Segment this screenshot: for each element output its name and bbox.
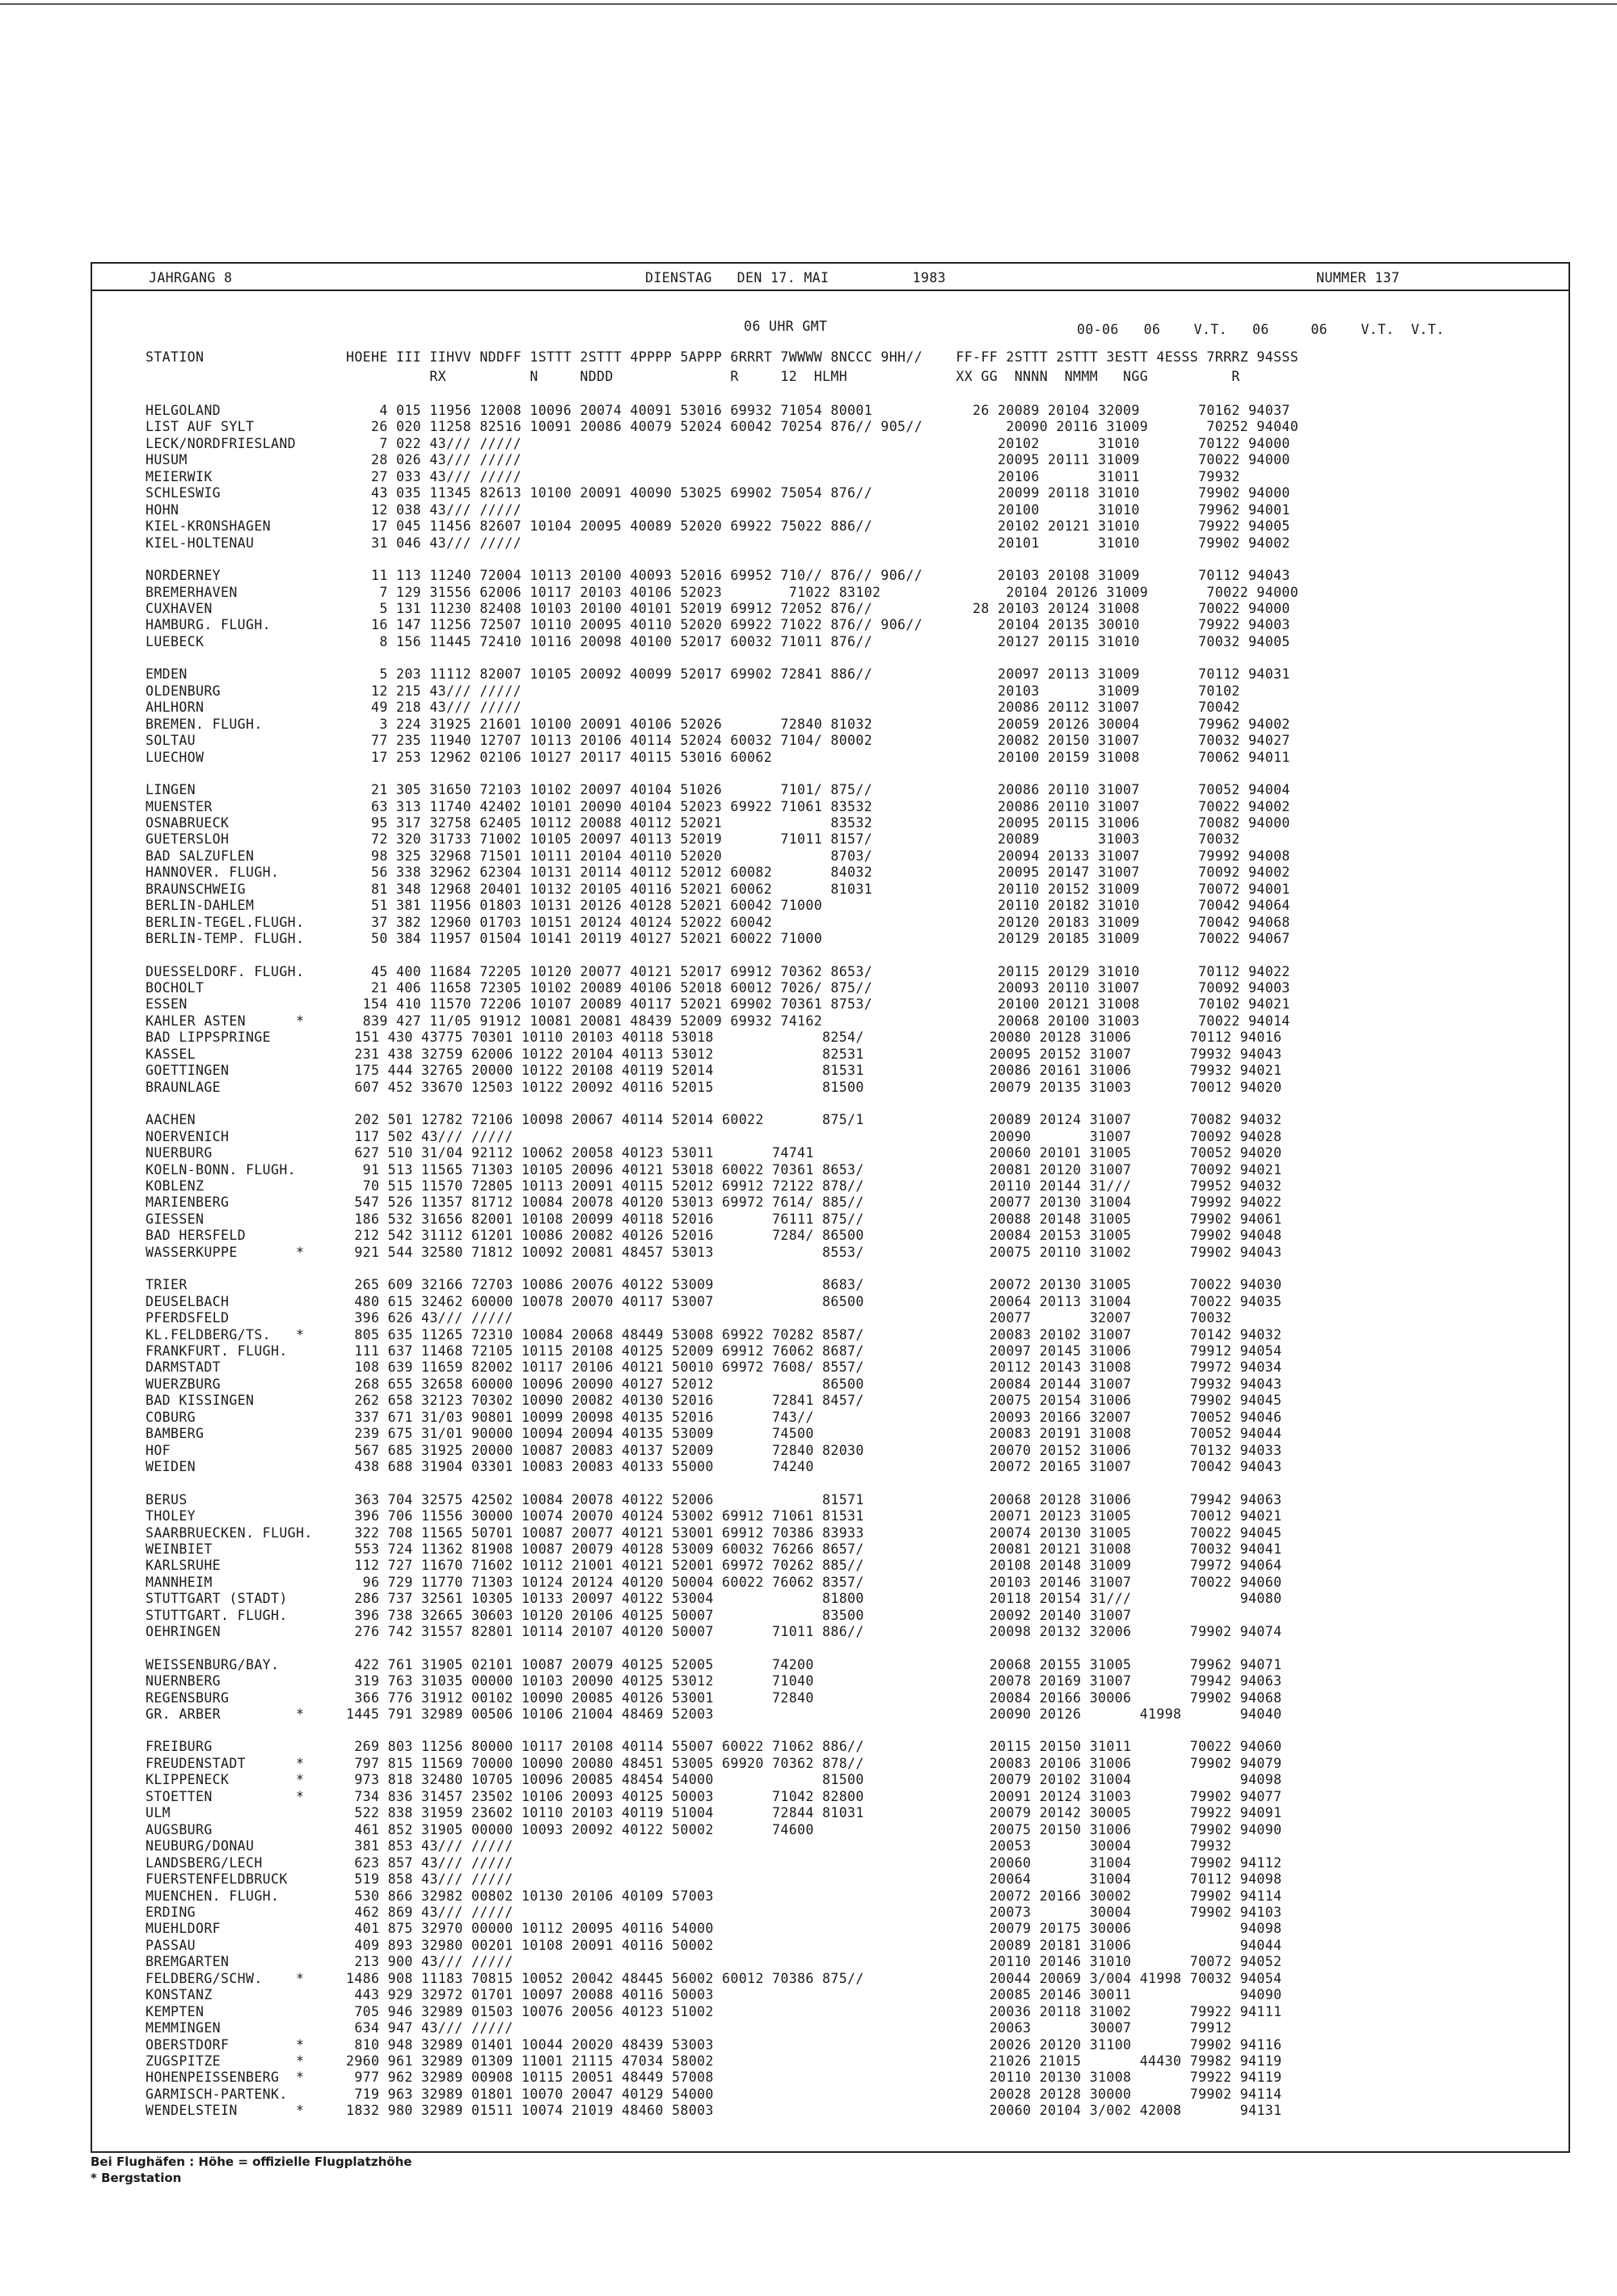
station-row: BERLIN-TEMP. FLUGH. 50 384 11957 01504 10141 20119 40127 52021 60022 71000 20129 20185 31009 70022 94067	[146, 931, 1290, 947]
station-row: BAD LIPPSPRINGE 151 430 43775 70301 10110 20103 40118 53018 8254/ 20080 20128 31006 70112 94016	[146, 1030, 1282, 1046]
station-row: FREUDENSTADT * 797 815 11569 70000 10090 20080 48451 53005 69920 70362 878// 20083 20106 31006 79902 94079	[146, 1755, 1282, 1771]
station-row: DEUSELBACH 480 615 32462 60000 10078 20070 40117 53007 86500 20064 20113 31004 70022 94035	[146, 1293, 1282, 1309]
station-row: NOERVENICH 117 502 43/// ///// 20090 31007 70092 94028	[146, 1128, 1282, 1144]
station-row: WEINBIET 553 724 11362 81908 10087 20079 40128 53009 60032 76266 8657/ 20081 20121 31008 70032 94041	[146, 1541, 1282, 1557]
station-row: KL.FELDBERG/TS. * 805 635 11265 72310 10084 20068 48449 53008 69922 70282 8587/ 20083 20102 31007 70142 94032	[146, 1326, 1282, 1343]
station-row: CUXHAVEN 5 131 11230 82408 10103 20100 40101 52019 69912 72052 876// 28 20103 20124 31008 70022 94000	[146, 600, 1290, 616]
station-row: FRANKFURT. FLUGH. 111 637 11468 72105 10115 20108 40125 52009 69912 76062 8687/ 20097 20145 31006 79912 94054	[146, 1343, 1282, 1359]
station-row: GR. ARBER * 1445 791 32989 00506 10106 21004 48469 52003 20090 20126 41998 94040	[146, 1706, 1282, 1722]
station-row: FREIBURG 269 803 11256 80000 10117 20108 40114 55007 60022 71062 886// 20115 20150 31011 70022 94060	[146, 1739, 1282, 1755]
station-row: TRIER 265 609 32166 72703 10086 20076 40122 53009 8683/ 20072 20130 31005 70022 94030	[146, 1277, 1282, 1293]
station-row: PFERDSFELD 396 626 43/// ///// 20077 32007 70032	[146, 1310, 1232, 1326]
station-row: SOLTAU 77 235 11940 12707 10113 20106 40114 52024 60032 7104/ 80002 20082 20150 31007 70032 94027	[146, 733, 1290, 749]
station-row: KAHLER ASTEN * 839 427 11/05 91912 10081 20081 48439 52009 69932 74162 20068 20100 31003 70022 94014	[146, 1013, 1290, 1029]
observation-time: 06 UHR GMT	[744, 319, 828, 334]
station-row: OEHRINGEN 276 742 31557 82801 10114 20107 40120 50007 71011 886// 20098 20132 32006 79902 94074	[146, 1624, 1282, 1640]
station-row: BERLIN-DAHLEM 51 381 11956 01803 10131 20126 40128 52021 60042 71000 20110 20182 31010 70042 94064	[146, 898, 1290, 914]
station-row: BRAUNSCHWEIG 81 348 12968 20401 10132 20105 40116 52021 60062 81031 20110 20152 31009 70072 94001	[146, 881, 1290, 897]
station-row: LECK/NORDFRIESLAND 7 022 43/// ///// 20102 31010 70122 94000	[146, 435, 1290, 451]
station-row: BREMERHAVEN 7 129 31556 62006 10117 20103 40106 52023 71022 83102 20104 20126 31009 70022 94000	[146, 584, 1299, 600]
station-row: ZUGSPITZE * 2960 961 32989 01309 11001 21115 47034 58002 21026 21015 44430 79982 94119	[146, 2053, 1282, 2069]
station-row: KIEL-HOLTENAU 31 046 43/// ///// 20101 31010 79902 94002	[146, 535, 1290, 551]
station-row: KOELN-BONN. FLUGH. 91 513 11565 71303 10105 20096 40121 53018 60022 70361 8653/ 20081 20120 31007 70092 94021	[146, 1161, 1282, 1178]
station-row: HUSUM 28 026 43/// ///// 20095 20111 31009 70022 94000	[146, 452, 1290, 468]
station-row: STOETTEN * 734 836 31457 23502 10106 20093 40125 50003 71042 82800 20091 20124 31003 79902 94077	[146, 1788, 1282, 1804]
jahrgang: JAHRGANG 8	[149, 270, 233, 285]
station-table	[92, 264, 1568, 2151]
station-row: PASSAU 409 893 32980 00201 10108 20091 40116 50002 20089 20181 31006 94044	[146, 1937, 1282, 1953]
station-row: NEUBURG/DONAU 381 853 43/// ///// 20053 30004 79932	[146, 1838, 1232, 1854]
station-row: MEMMINGEN 634 947 43/// ///// 20063 30007 79912	[146, 2020, 1232, 2036]
station-row: BAD KISSINGEN 262 658 32123 70302 10090 20082 40130 52016 72841 8457/ 20075 20154 31006 79902 94045	[146, 1393, 1282, 1409]
station-row: LUEBECK 8 156 11445 72410 10116 20098 40100 52017 60032 71011 876// 20127 20115 31010 70032 94005	[146, 633, 1290, 649]
station-row: EMDEN 5 203 11112 82007 10105 20092 40099 52017 69902 72841 886// 20097 20113 31009 70112 94031	[146, 666, 1290, 683]
station-row: HOF 567 685 31925 20000 10087 20083 40137 52009 72840 82030 20070 20152 31006 70132 94033	[146, 1442, 1282, 1458]
station-row: KARLSRUHE 112 727 11670 71602 10112 21001 40121 52001 69972 70262 885// 20108 20148 31009 79972 94064	[146, 1558, 1282, 1574]
station-row: WASSERKUPPE * 921 544 32580 71812 10092 20081 48457 53013 8553/ 20075 20110 31002 79902 94043	[146, 1244, 1282, 1260]
station-row: NUERNBERG 319 763 31035 00000 10103 20090 40125 53012 71040 20078 20169 31007 79942 94063	[146, 1673, 1282, 1689]
station-row: DARMSTADT 108 639 11659 82002 10117 20106 40121 50010 69972 7608/ 8557/ 20112 20143 31008 79972 94034	[146, 1359, 1282, 1376]
station-row: HELGOLAND 4 015 11956 12008 10096 20074 40091 53016 69932 71054 80001 26 20089 20104 32009 70162 94037	[146, 403, 1290, 418]
station-row: BAMBERG 239 675 31/01 90000 10094 20094 40135 53009 74500 20083 20191 31008 70052 94044	[146, 1426, 1282, 1442]
station-row: LINGEN 21 305 31650 72103 10102 20097 40104 51026 7101/ 875// 20086 20110 31007 70052 94004	[146, 782, 1290, 797]
station-row: BOCHOLT 21 406 11658 72305 10102 20089 40106 52018 60012 7026/ 875// 20093 20110 31007 70092 94003	[146, 980, 1290, 996]
data-table-frame	[91, 262, 1570, 2153]
station-row: MEIERWIK 27 033 43/// ///// 20106 31011 79932	[146, 468, 1240, 484]
station-row: KIEL-KRONSHAGEN 17 045 11456 82607 10104 20095 40089 52020 69922 75022 886// 20102 20121 31010 79922 94005	[146, 518, 1290, 535]
station-row: FELDBERG/SCHW. * 1486 908 11183 70815 10052 20042 48445 56002 60012 70386 875// 20044 20069 3/004 41998 70032 94054	[146, 1970, 1282, 1986]
station-row: WUERZBURG 268 655 32658 60000 10096 20090 40127 52012 86500 20084 20144 31007 79932 94043	[146, 1376, 1282, 1392]
station-row: KLIPPENECK * 973 818 32480 10705 10096 20085 48454 54000 81500 20079 20102 31004 94098	[146, 1772, 1282, 1788]
station-row: LIST AUF SYLT 26 020 11258 82516 10091 20086 40079 52024 60042 70254 876// 905// 20090 20116 31009 70252 94040	[146, 419, 1299, 435]
station-row: ERDING 462 869 43/// ///// 20073 30004 79902 94103	[146, 1904, 1282, 1920]
station-row: MARIENBERG 547 526 11357 81712 10084 20078 40120 53013 69972 7614/ 885// 20077 20130 31004 79992 94022	[146, 1195, 1282, 1211]
station-row: DUESSELDORF. FLUGH. 45 400 11684 72205 10120 20077 40121 52017 69912 70362 8653/ 20115 20129 31010 70112 94022	[146, 963, 1290, 979]
station-row: AACHEN 202 501 12782 72106 10098 20067 40114 52014 60022 875/1 20089 20124 31007 70082 94032	[146, 1112, 1282, 1128]
station-row: FUERSTENFELDBRUCK 519 858 43/// ///// 20064 31004 70112 94098	[146, 1871, 1282, 1887]
station-row: BREMGARTEN 213 900 43/// ///// 20110 20146 31010 70072 94052	[146, 1954, 1282, 1970]
column-header-line2: RX N NDDD R 12 HLMH XX GG NNNN NMMM NGG R	[146, 369, 1240, 384]
station-row: GARMISCH-PARTENK. 719 963 32989 01801 10070 20047 40129 54000 20028 20128 30000 79902 94114	[146, 2086, 1282, 2102]
station-row: KOBLENZ 70 515 11570 72805 10113 20091 40115 52012 69912 72122 878// 20110 20144 31/// 79952 94032	[146, 1178, 1282, 1194]
station-row: MANNHEIM 96 729 11770 71303 10124 20124 40120 50004 60022 76062 8357/ 20103 20146 31007 70022 94060	[146, 1574, 1282, 1590]
station-row: LUECHOW 17 253 12962 02106 10127 20117 40115 53016 60062 20100 20159 31008 70062 94011	[146, 749, 1290, 765]
station-row: COBURG 337 671 31/03 90801 10099 20098 40135 52016 743// 20093 20166 32007 70052 94046	[146, 1409, 1282, 1425]
station-row: WEISSENBURG/BAY. 422 761 31905 02101 10087 20079 40125 52005 74200 20068 20155 31005 79962 94071	[146, 1656, 1282, 1672]
station-row: BRAUNLAGE 607 452 33670 12503 10122 20092 40116 52015 81500 20079 20135 31003 70012 94020	[146, 1079, 1282, 1095]
station-row: ESSEN 154 410 11570 72206 10107 20089 40117 52021 69902 70361 8753/ 20100 20121 31008 70102 94021	[146, 996, 1290, 1013]
station-row: THOLEY 396 706 11556 30000 10074 20070 40124 53002 69912 71061 81531 20071 20123 31005 70012 94021	[146, 1508, 1282, 1524]
issue-number: NUMMER 137	[1316, 270, 1400, 285]
station-row: OBERSTDORF * 810 948 32989 01401 10044 20020 48439 53003 20026 20120 31100 79902 94116	[146, 2036, 1282, 2053]
station-row: STUTTGART. FLUGH. 396 738 32665 30603 10120 20106 40125 50007 83500 20092 20140 31007	[146, 1607, 1132, 1623]
station-row: AHLHORN 49 218 43/// ///// 20086 20112 31007 70042	[146, 700, 1240, 716]
station-row: MUENSTER 63 313 11740 42402 10101 20090 40104 52023 69922 71061 83532 20086 20110 31007 70022 94002	[146, 798, 1290, 814]
station-row: BERUS 363 704 32575 42502 10084 20078 40122 52006 81571 20068 20128 31006 79942 94063	[146, 1491, 1282, 1507]
station-row: KASSEL 231 438 32759 62006 10122 20104 40113 53012 82531 20095 20152 31007 79932 94043	[146, 1046, 1282, 1062]
station-row: SCHLESWIG 43 035 11345 82613 10100 20091 40090 53025 69902 75054 876// 20099 20118 31010 79902 94000	[146, 485, 1290, 501]
right-group-header: 00-06 06 V.T. 06 06 V.T. V.T.	[1077, 322, 1445, 337]
column-header-line1: STATION HOEHE III IIHVV NDDFF 1STTT 2STTT 4PPPP 5APPP 6RRRT 7WWWW 8NCCC 9HH// FF-FF 2STTT 2STTT 3ESTT 4ESSS 7RRRZ 94SSS	[146, 349, 1299, 365]
station-row: BAD SALZUFLEN 98 325 32968 71501 10111 20104 40110 52020 8703/ 20094 20133 31007 79992 94008	[146, 848, 1290, 864]
station-row: MUEHLDORF 401 875 32970 00000 10112 20095 40116 54000 20079 20175 30006 94098	[146, 1921, 1282, 1937]
station-row: GIESSEN 186 532 31656 82001 10108 20099 40118 52016 76111 875// 20088 20148 31005 79902 94061	[146, 1211, 1282, 1227]
station-row: HOHN 12 038 43/// ///// 20100 31010 79962 94001	[146, 501, 1290, 518]
station-row: KONSTANZ 443 929 32972 01701 10097 20088 40116 50003 20085 20146 30011 94090	[146, 1987, 1282, 2003]
station-row: GUETERSLOH 72 320 31733 71002 10105 20097 40113 52019 71011 8157/ 20089 31003 70032	[146, 831, 1240, 848]
footnote-airport-height: Bei Flughäfen : Höhe = offizielle Flugplatzhöhe	[91, 2154, 412, 2169]
station-row: LANDSBERG/LECH 623 857 43/// ///// 20060 31004 79902 94112	[146, 1854, 1282, 1871]
top-border-line	[0, 3, 1617, 5]
footnote-mountain-station: * Bergstation	[91, 2171, 182, 2185]
station-row: HANNOVER. FLUGH. 56 338 32962 62304 10131 20114 40112 52012 60082 84032 20095 20147 31007 70092 94002	[146, 865, 1290, 881]
station-row: WENDELSTEIN * 1832 980 32989 01511 10074 21019 48460 58003 20060 20104 3/002 42008 94131	[146, 2103, 1282, 2119]
station-row: REGENSBURG 366 776 31912 00102 10090 20085 40126 53001 72840 20084 20166 30006 79902 94068	[146, 1689, 1282, 1706]
station-row: OSNABRUECK 95 317 32758 62405 10112 20088 40112 52021 83532 20095 20115 31006 70082 94000	[146, 814, 1290, 831]
station-row: BERLIN-TEGEL.FLUGH. 37 382 12960 01703 10151 20124 40124 52022 60042 20120 20183 31009 70042 94068	[146, 914, 1290, 930]
station-row: OLDENBURG 12 215 43/// ///// 20103 31009 70102	[146, 683, 1240, 699]
station-row: STUTTGART (STADT) 286 737 32561 10305 10133 20097 40122 53004 81800 20118 20154 31/// 94080	[146, 1591, 1282, 1607]
station-row: AUGSBURG 461 852 31905 00000 10093 20092 40122 50002 74600 20075 20150 31006 79902 94090	[146, 1821, 1282, 1837]
station-row: KEMPTEN 705 946 32989 01503 10076 20056 40123 51002 20036 20118 31002 79922 94111	[146, 2003, 1282, 2019]
station-row: GOETTINGEN 175 444 32765 20000 10122 20108 40119 52014 81531 20086 20161 31006 79932 94021	[146, 1063, 1282, 1079]
station-row: MUENCHEN. FLUGH. 530 866 32982 00802 10130 20106 40109 57003 20072 20166 30002 79902 94114	[146, 1888, 1282, 1904]
station-row: WEIDEN 438 688 31904 03301 10083 20083 40133 55000 74240 20072 20165 31007 70042 94043	[146, 1459, 1282, 1475]
station-row: SAARBRUECKEN. FLUGH. 322 708 11565 50701 10087 20077 40121 53001 69912 70386 83933 20074 20130 31005 70022 94045	[146, 1524, 1282, 1541]
issue-date: DIENSTAG DEN 17. MAI 1983	[645, 270, 947, 285]
station-row: ULM 522 838 31959 23602 10110 20103 40119 51004 72844 81031 20079 20142 30005 79922 94091	[146, 1805, 1282, 1821]
station-row: BREMEN. FLUGH. 3 224 31925 21601 10100 20091 40106 52026 72840 81032 20059 20126 30004 79962 94002	[146, 716, 1290, 732]
station-row: HAMBURG. FLUGH. 16 147 11256 72507 10110 20095 40110 52020 69922 71022 876// 906// 20104 20135 30010 79922 94003	[146, 617, 1290, 633]
station-row: NUERBURG 627 510 31/04 92112 10062 20058 40123 53011 74741 20060 20101 31005 70052 94020	[146, 1145, 1282, 1161]
station-row: NORDERNEY 11 113 11240 72004 10113 20100 40093 52016 69952 710// 876// 906// 20103 20108 31009 70112 94043	[146, 568, 1290, 583]
station-row: BAD HERSFELD 212 542 31112 61201 10086 20082 40126 52016 7284/ 86500 20084 20153 31005 79902 94048	[146, 1228, 1282, 1244]
station-row: HOHENPEISSENBERG * 977 962 32989 00908 10115 20051 48449 57008 20110 20130 31008 79922 94119	[146, 2070, 1282, 2086]
